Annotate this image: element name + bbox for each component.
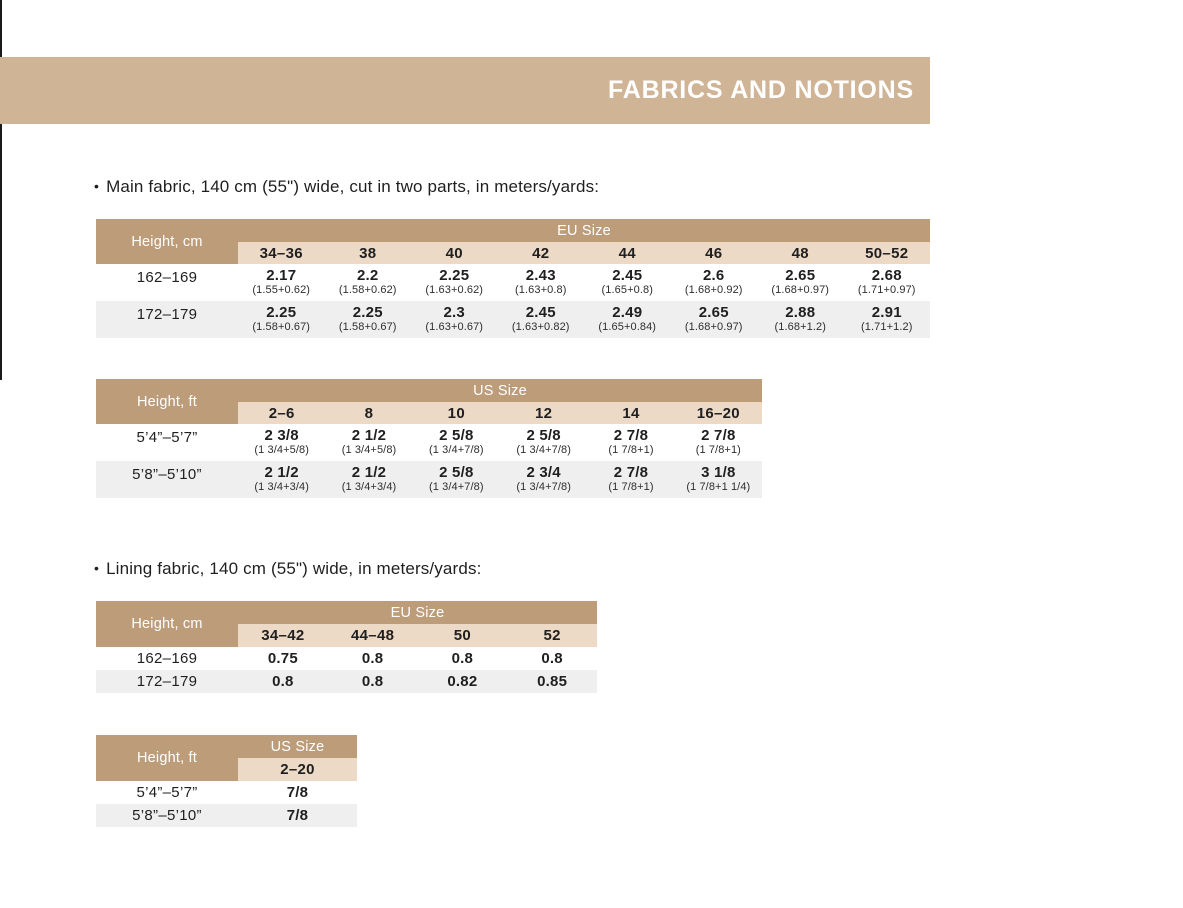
value-cell <box>418 670 508 693</box>
height-row-label: 162–169 <box>136 269 198 286</box>
value-cell <box>325 424 412 461</box>
main-fabric-eu-table <box>96 219 930 338</box>
value-cell <box>238 647 328 670</box>
size-system-header: US Size <box>238 379 762 402</box>
value-main: 2.49 <box>612 304 643 321</box>
value-cell <box>238 461 325 498</box>
value-main: 2 5/8 <box>439 427 474 444</box>
value-sub: (1.68+1.2) <box>774 321 826 333</box>
size-header-cell: 38 <box>325 242 412 264</box>
value-cell <box>675 424 762 461</box>
value-main: 2 7/8 <box>613 464 649 481</box>
value-sub: (1.58+0.67) <box>338 321 397 333</box>
value-sub: (1.68+0.97) <box>684 321 743 333</box>
size-header-cell: 10 <box>413 402 500 424</box>
value-cell <box>844 301 931 338</box>
value-main: 2.91 <box>871 304 902 321</box>
value-cell <box>238 424 325 461</box>
value-cell <box>328 670 418 693</box>
lining-fabric-eu-table <box>96 601 597 693</box>
value-cell <box>584 264 671 301</box>
size-system-header: US Size <box>238 735 357 758</box>
value-cell <box>413 424 500 461</box>
value-sub: (1 3/4+3/4) <box>254 481 309 493</box>
value-main: 0.8 <box>361 673 384 690</box>
value-main: 7/8 <box>286 807 309 824</box>
size-header-cell: 12 <box>500 402 587 424</box>
value-sub: (1 3/4+7/8) <box>429 444 484 456</box>
value-main: 2 3/4 <box>526 464 561 481</box>
value-main: 2 1/2 <box>351 464 387 481</box>
size-header-cell: 46 <box>671 242 758 264</box>
value-sub: (1 7/8+1) <box>695 444 741 456</box>
value-cell <box>411 264 498 301</box>
size-header-cell: 52 <box>507 624 597 647</box>
value-cell <box>671 301 758 338</box>
value-main: 2 5/8 <box>526 427 561 444</box>
value-main: 2.45 <box>525 304 556 321</box>
value-main: 0.8 <box>361 650 384 667</box>
value-sub: (1 3/4+5/8) <box>341 444 397 456</box>
value-cell <box>325 264 412 301</box>
value-cell <box>238 804 357 827</box>
value-main: 0.75 <box>267 650 298 667</box>
value-sub: (1 7/8+1) <box>608 481 654 493</box>
main-fabric-note <box>94 177 599 197</box>
lining-fabric-note <box>94 559 481 579</box>
value-cell <box>498 264 585 301</box>
height-row-label: 172–179 <box>96 301 238 338</box>
height-column-header: Height, cm <box>96 601 238 647</box>
value-sub: (1.68+0.97) <box>771 284 830 296</box>
size-header-cell: 40 <box>411 242 498 264</box>
size-header-cell: 50 <box>418 624 508 647</box>
size-header-cell: 44 <box>584 242 671 264</box>
value-main: 2.65 <box>785 267 816 284</box>
value-cell <box>325 301 412 338</box>
value-main: 0.8 <box>451 650 474 667</box>
height-row-label: 5’4”–5’7” <box>136 429 198 446</box>
bullet-icon: • <box>94 178 100 194</box>
height-row-label: 172–179 <box>96 670 238 693</box>
value-main: 2.25 <box>266 304 297 321</box>
value-cell <box>587 461 674 498</box>
height-row-label: 5’8”–5’10” <box>96 461 238 498</box>
value-sub: (1.58+0.67) <box>252 321 311 333</box>
height-column-header: Height, cm <box>96 219 238 264</box>
value-cell <box>413 461 500 498</box>
value-cell <box>238 781 357 804</box>
value-main: 2 7/8 <box>701 427 736 444</box>
height-column-header: Height, ft <box>96 379 238 424</box>
value-main: 2 1/2 <box>351 427 387 444</box>
value-sub: (1 3/4+7/8) <box>429 481 484 493</box>
value-main: 2.45 <box>612 267 643 284</box>
value-cell <box>507 670 597 693</box>
value-sub: (1 3/4+7/8) <box>516 481 571 493</box>
value-sub: (1.58+0.62) <box>338 284 397 296</box>
value-main: 0.8 <box>541 650 563 667</box>
value-main: 2.43 <box>525 267 556 284</box>
value-main: 0.85 <box>537 673 568 690</box>
value-main: 2 7/8 <box>613 427 649 444</box>
value-main: 2.2 <box>357 267 379 284</box>
page-title: FABRICS AND NOTIONS <box>608 76 914 104</box>
size-header-cell: 34–36 <box>238 242 325 264</box>
value-main: 2.6 <box>703 267 725 284</box>
value-main: 0.8 <box>272 673 294 690</box>
value-cell <box>757 301 844 338</box>
size-header-cell: 34–42 <box>238 624 328 647</box>
height-row-label: 5’8”–5’10” <box>96 804 238 827</box>
value-cell <box>587 424 674 461</box>
size-system-header: EU Size <box>238 219 930 242</box>
value-cell <box>325 461 412 498</box>
value-sub: (1.63+0.62) <box>425 284 484 296</box>
size-header-cell: 2–6 <box>238 402 325 424</box>
value-main: 2.68 <box>871 267 902 284</box>
size-header-cell: 50–52 <box>844 242 931 264</box>
value-cell <box>675 461 762 498</box>
value-cell <box>411 301 498 338</box>
value-sub: (1.68+0.92) <box>684 284 743 296</box>
height-column-header: Height, ft <box>96 735 238 781</box>
size-system-header: EU Size <box>238 601 597 624</box>
value-main: 3 1/8 <box>701 464 736 481</box>
value-sub: (1 7/8+1) <box>608 444 654 456</box>
size-header-cell: 2–20 <box>238 758 357 781</box>
value-sub: (1 3/4+3/4) <box>341 481 397 493</box>
lining-fabric-us-table <box>96 735 357 827</box>
value-main: 2.65 <box>698 304 729 321</box>
height-row-label: 162–169 <box>136 650 198 667</box>
size-header-cell: 16–20 <box>675 402 762 424</box>
bullet-icon: • <box>94 560 100 576</box>
value-cell <box>757 264 844 301</box>
value-main: 2.88 <box>785 304 816 321</box>
value-sub: (1 7/8+1 1/4) <box>686 481 751 493</box>
value-cell <box>844 264 931 301</box>
value-cell <box>507 647 597 670</box>
value-cell <box>238 670 328 693</box>
value-cell <box>498 301 585 338</box>
main-fabric-us-table <box>96 379 762 498</box>
value-main: 2 3/8 <box>264 427 299 444</box>
main-fabric-note-text: Main fabric, 140 cm (55") wide, cut in two parts, in meters/yards: <box>106 177 600 196</box>
value-main: 7/8 <box>286 784 309 801</box>
value-sub: (1.63+0.67) <box>425 321 484 333</box>
size-header-cell: 42 <box>498 242 585 264</box>
size-header-cell: 14 <box>587 402 674 424</box>
value-main: 2.25 <box>352 304 383 321</box>
value-sub: (1 3/4+7/8) <box>516 444 571 456</box>
section-banner <box>0 57 930 124</box>
size-header-cell: 48 <box>757 242 844 264</box>
value-main: 0.82 <box>447 673 478 690</box>
value-sub: (1.55+0.62) <box>252 284 311 296</box>
value-cell <box>238 264 325 301</box>
value-main: 2.3 <box>443 304 465 321</box>
size-header-cell: 44–48 <box>328 624 418 647</box>
value-cell <box>584 301 671 338</box>
height-row-label: 5’4”–5’7” <box>136 784 198 801</box>
value-main: 2.25 <box>439 267 470 284</box>
value-sub: (1.71+0.97) <box>857 284 916 296</box>
value-cell <box>328 647 418 670</box>
value-sub: (1.65+0.8) <box>601 284 653 296</box>
lining-fabric-note-text: Lining fabric, 140 cm (55") wide, in meters/yards: <box>106 559 482 578</box>
value-main: 2 5/8 <box>439 464 474 481</box>
value-cell <box>500 424 587 461</box>
value-sub: (1.71+1.2) <box>861 321 913 333</box>
value-main: 2.17 <box>266 267 297 284</box>
value-sub: (1.63+0.82) <box>511 321 570 333</box>
value-sub: (1.63+0.8) <box>515 284 567 296</box>
value-cell <box>418 647 508 670</box>
value-cell <box>671 264 758 301</box>
value-sub: (1 3/4+5/8) <box>254 444 309 456</box>
value-cell <box>238 301 325 338</box>
value-main: 2 1/2 <box>264 464 299 481</box>
size-header-cell: 8 <box>325 402 412 424</box>
value-cell <box>500 461 587 498</box>
value-sub: (1.65+0.84) <box>598 321 657 333</box>
